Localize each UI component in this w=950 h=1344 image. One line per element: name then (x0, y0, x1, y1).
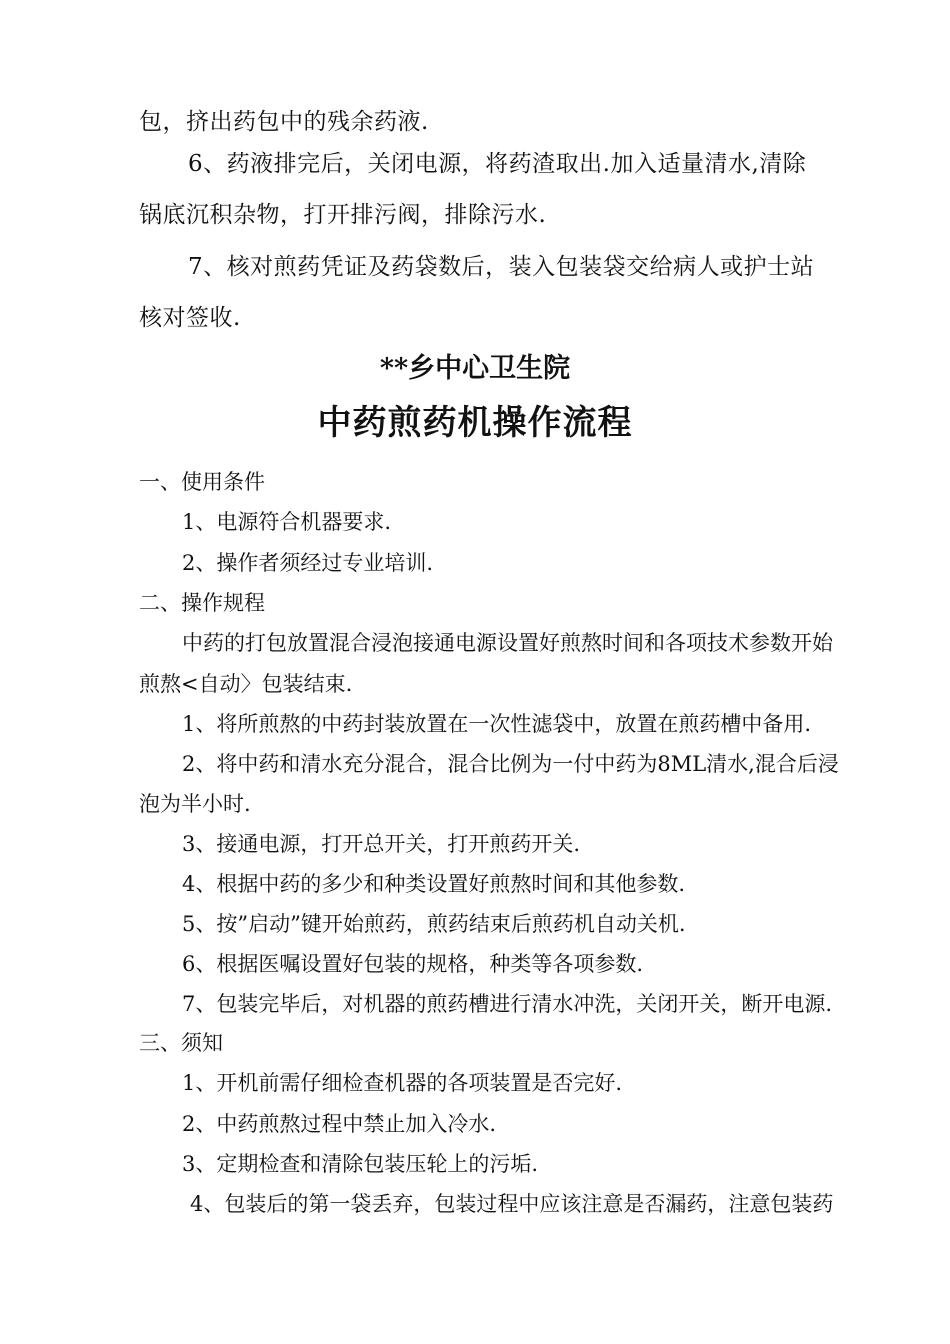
section-3-item-4: 4、包装后的第一袋丢弃，包装过程中应该注意是否漏药，注意包装药 (190, 1192, 834, 1216)
organization-name: **乡中心卫生院 (379, 353, 571, 384)
section-2-item-1: 1、将所煎熬的中药封装放置在一次性滤袋中，放置在煎药槽中备用. (182, 712, 812, 736)
section-2-intro-line-1: 中药的打包放置混合浸泡接通电源设置好煎熬时间和各项技术参数开始 (182, 631, 833, 655)
section-2-heading: 二、操作规程 (139, 591, 265, 615)
page-title: 中药煎药机操作流程 (317, 403, 633, 443)
section-3-heading: 三、须知 (139, 1031, 223, 1055)
step-7-line-1: 7、核对煎药凭证及药袋数后，装入包装袋交给病人或护士站 (188, 254, 815, 280)
section-2-item-2-line-1: 2、将中药和清水充分混合，混合比例为一付中药为8ML清水,混合后浸 (182, 752, 839, 776)
section-2-item-4: 4、根据中药的多少和种类设置好煎熬时间和其他参数. (182, 872, 686, 896)
section-3-item-3: 3、定期检查和清除包装压轮上的污垢. (182, 1152, 539, 1176)
section-3-item-1: 1、开机前需仔细检查机器的各项装置是否完好. (182, 1071, 623, 1095)
section-2-item-2-line-2: 泡为半小时. (139, 792, 251, 816)
step-6-line-2: 锅底沉积杂物，打开排污阀，排除污水. (139, 202, 547, 228)
section-2-item-3: 3、接通电源，打开总开关，打开煎药开关. (182, 832, 581, 856)
section-1-heading: 一、使用条件 (139, 470, 265, 494)
section-2-item-6: 6、根据医嘱设置好包装的规格，种类等各项参数. (182, 952, 644, 976)
step-7-line-2: 核对签收. (139, 305, 241, 331)
section-2-intro-line-2: 煎熬<自动〉包装结束. (139, 672, 353, 696)
continued-text-line: 包，挤出药包中的残余药液. (139, 109, 429, 135)
section-2-item-5: 5、按”启动”键开始煎药，煎药结束后煎药机自动关机. (182, 912, 686, 936)
step-6-line-1: 6、药液排完后，关闭电源，将药渣取出.加入适量清水,清除 (188, 151, 807, 177)
section-3-item-2: 2、中药煎熬过程中禁止加入冷水. (182, 1112, 497, 1136)
section-2-item-7: 7、包装完毕后，对机器的煎药槽进行清水冲洗，关闭开关，断开电源. (182, 992, 833, 1016)
section-1-item-2: 2、操作者须经过专业培训. (182, 551, 434, 575)
section-1-item-1: 1、电源符合机器要求. (182, 510, 392, 534)
